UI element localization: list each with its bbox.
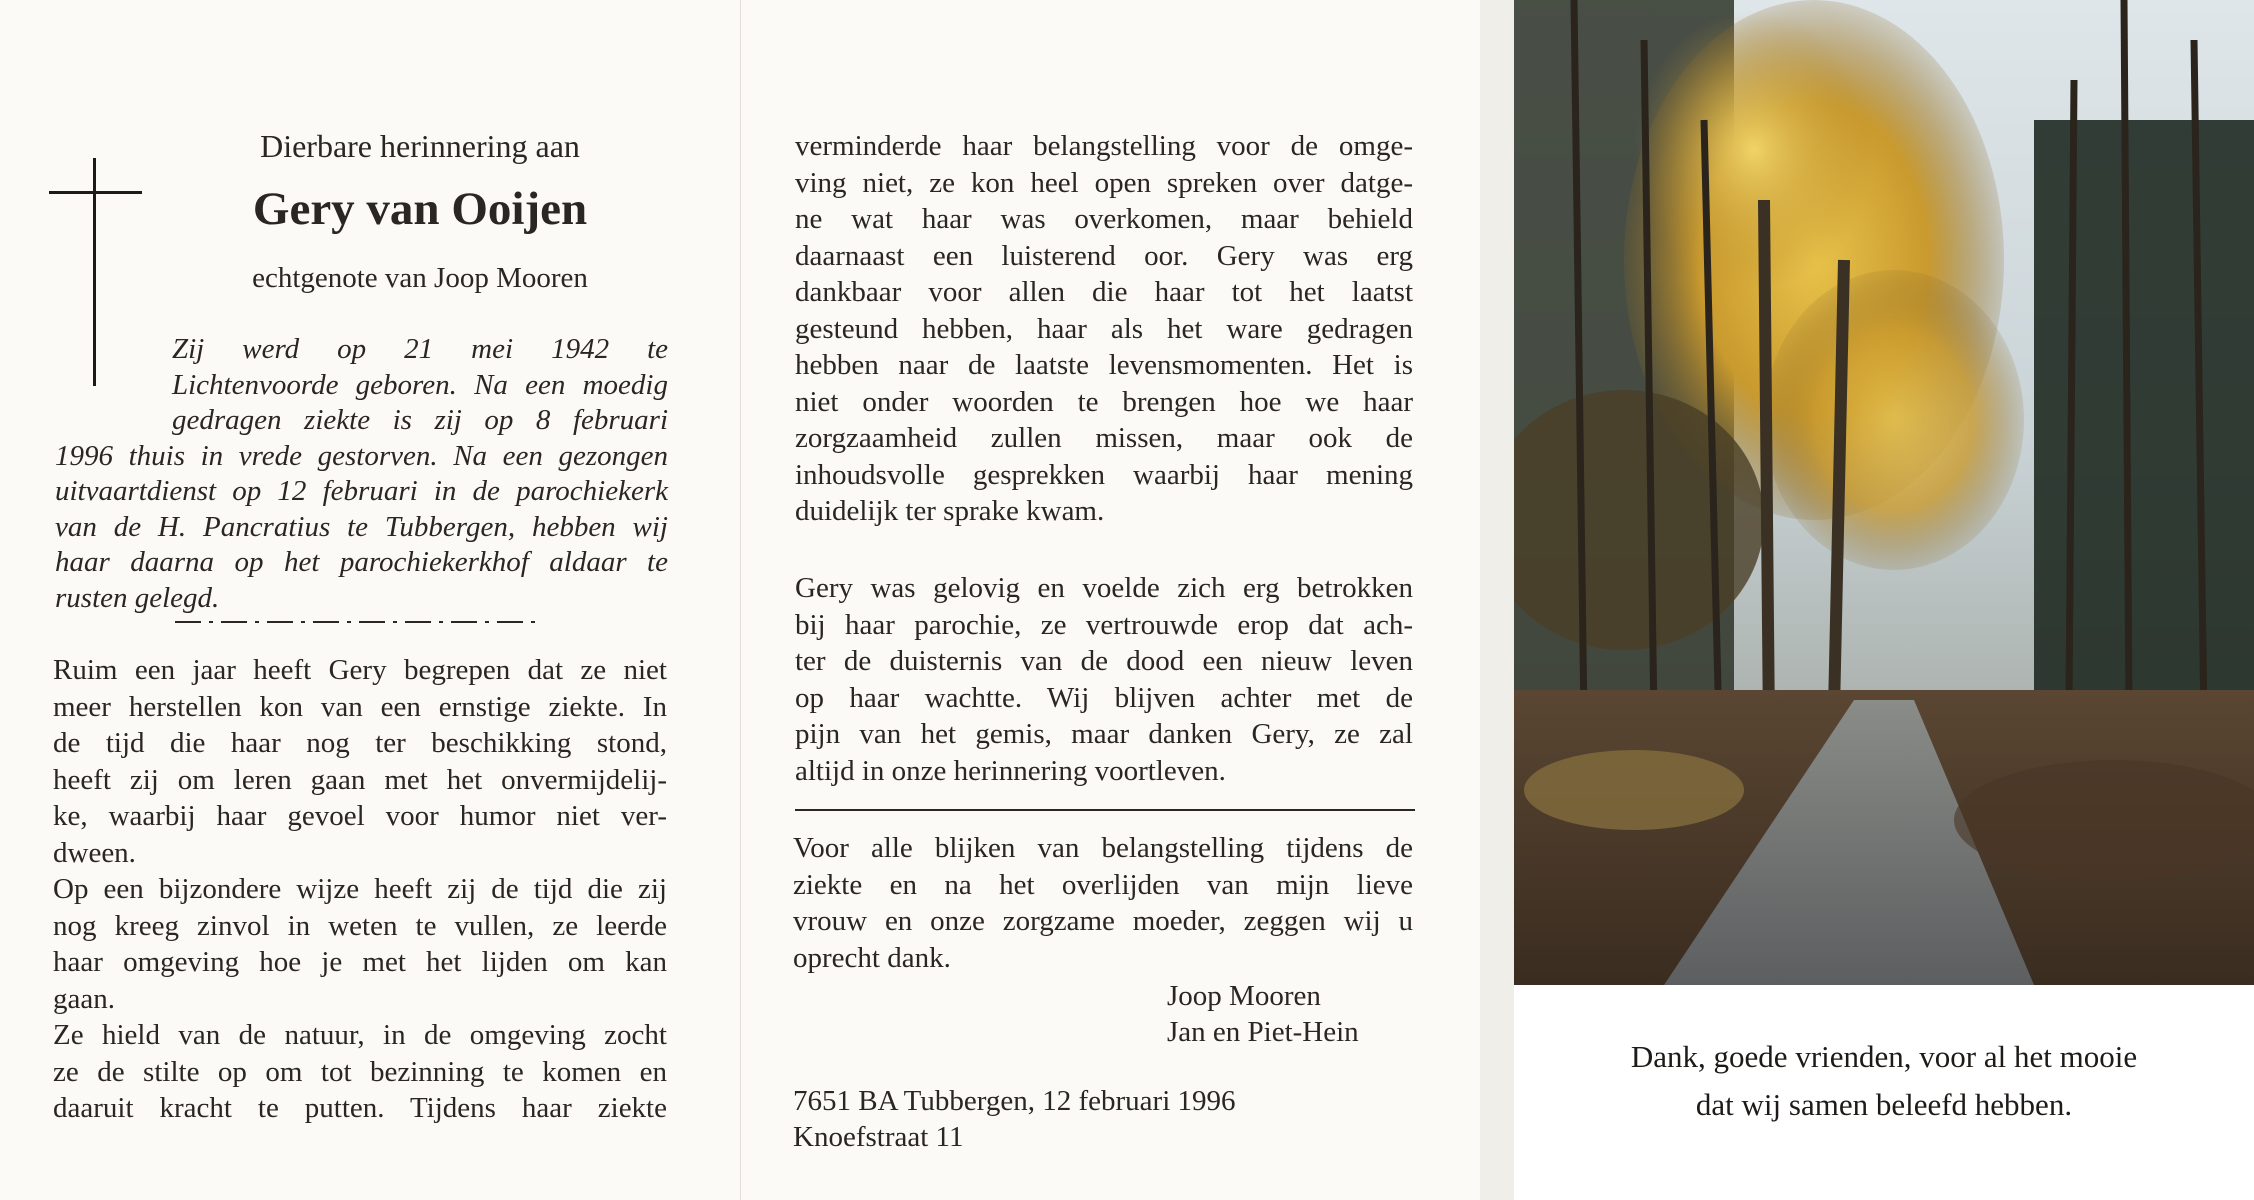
text-line: meer herstellen kon van een ernstige ziekte. In (53, 690, 667, 723)
left-text-block (53, 652, 667, 1127)
text-line: niet onder woorden te brengen hoe we haar (795, 385, 1413, 418)
forest-path-photo (1514, 0, 2254, 985)
text-line: ke, waarbij haar gevoel voor humor niet ver- (53, 800, 667, 832)
faith-text-block (795, 570, 1413, 789)
text-line: inhoudsvolle gesprekken waarbij haar mening (795, 458, 1413, 491)
text-line: Ruim een jaar heeft Gery begrepen dat ze niet (53, 654, 667, 686)
text-line: ne wat haar was overkomen, maar behield (795, 203, 1413, 235)
text-line: heeft zij om leren gaan met het onvermijdelij- (53, 763, 667, 796)
spouse-line: echtgenote van Joop Mooren (252, 262, 588, 294)
text-line: vrouw en onze zorgzame moeder, zeggen wij u (793, 905, 1413, 937)
text-line: bij haar parochie, ze vertrouwde erop dat ach- (795, 608, 1413, 641)
biography-italic (55, 332, 668, 616)
italic-line: gedragen ziekte is zij op 8 februari (172, 404, 668, 436)
text-line: daarnaast een luisterend oor. Gery was erg (795, 239, 1413, 272)
text-line: ving niet, ze kon heel open spreken over datge- (795, 166, 1413, 199)
text-line: ter de duisternis van de dood een nieuw leven (795, 645, 1413, 677)
signer-name: Joop Mooren (1167, 980, 1321, 1012)
text-line: op haar wachtte. Wij blijven achter met de (795, 681, 1413, 714)
text-line: verminderde haar belangstelling voor de omge- (795, 130, 1413, 162)
photo-caption (1514, 1033, 2254, 1129)
italic-line: rusten gelegd. (55, 581, 220, 614)
address-line: Knoefstraat 11 (793, 1121, 964, 1153)
thanks-text-block (793, 830, 1413, 976)
signers (1167, 978, 1359, 1050)
horizontal-rule (795, 809, 1415, 811)
text-line: Voor alle blijken van belangstelling tijdens de (793, 832, 1413, 864)
fold-strip (1480, 0, 1514, 1200)
italic-line: Lichtenvoorde geboren. Na een moedig (172, 368, 668, 401)
text-line: nog kreeg zinvol in weten te vullen, ze leerde (53, 909, 667, 942)
signer-name: Jan en Piet-Hein (1167, 1016, 1359, 1048)
caption-line: Dank, goede vrienden, voor al het mooie (1630, 1039, 2138, 1074)
text-line: daaruit kracht te putten. Tijdens haar ziekte (53, 1092, 667, 1124)
address-line: 7651 BA Tubbergen, 12 februari 1996 (793, 1085, 1236, 1117)
text-line: haar omgeving hoe je met het lijden om kan (53, 946, 667, 978)
address-block (793, 1083, 1236, 1155)
text-line: pijn van het gemis, maar danken Gery, ze zal (795, 718, 1413, 750)
text-line: zorgzaamheid zullen missen, maar ook de (795, 422, 1413, 454)
italic-line: haar daarna op het parochiekerkhof aldaar te (55, 546, 668, 578)
text-line: de tijd die haar nog ter beschikking stond, (53, 727, 667, 759)
text-line: dween. (53, 836, 136, 869)
text-line: Ze hield van de natuur, in de omgeving zocht (53, 1019, 667, 1051)
italic-line: Zij werd op 21 mei 1942 te (172, 333, 668, 365)
text-line: duidelijk ter sprake kwam. (795, 495, 1105, 527)
caption-line: dat wij samen beleefd hebben. (1695, 1087, 2073, 1122)
dash-dot-separator (175, 620, 535, 624)
text-line: gesteund hebben, haar als het ware gedragen (795, 312, 1413, 345)
deceased-name: Gery van Ooijen (252, 183, 588, 235)
intro-text: Dierbare herinnering aan (260, 128, 580, 164)
italic-line: uitvaartdienst op 12 februari in de parochiekerk (55, 475, 668, 507)
italic-line: van de H. Pancratius te Tubbergen, hebben wij (55, 510, 668, 543)
text-line: gaan. (53, 982, 115, 1015)
text-line: altijd in onze herinnering voortleven. (795, 754, 1226, 787)
text-line: ze de stilte op om tot bezinning te komen en (53, 1055, 667, 1088)
italic-line: 1996 thuis in vrede gestorven. Na een gezongen (55, 439, 668, 472)
text-line: oprecht dank. (793, 941, 951, 974)
text-line: hebben naar de laatste levensmomenten. Het is (795, 349, 1413, 381)
text-line: dankbaar voor allen die haar tot het laatst (795, 276, 1413, 308)
text-line: Gery was gelovig en voelde zich erg betrokken (795, 572, 1413, 604)
middle-text-block (795, 128, 1413, 530)
text-line: ziekte en na het overlijden van mijn lieve (793, 868, 1413, 901)
text-line: Op een bijzondere wijze heeft zij de tijd die zij (53, 873, 667, 905)
